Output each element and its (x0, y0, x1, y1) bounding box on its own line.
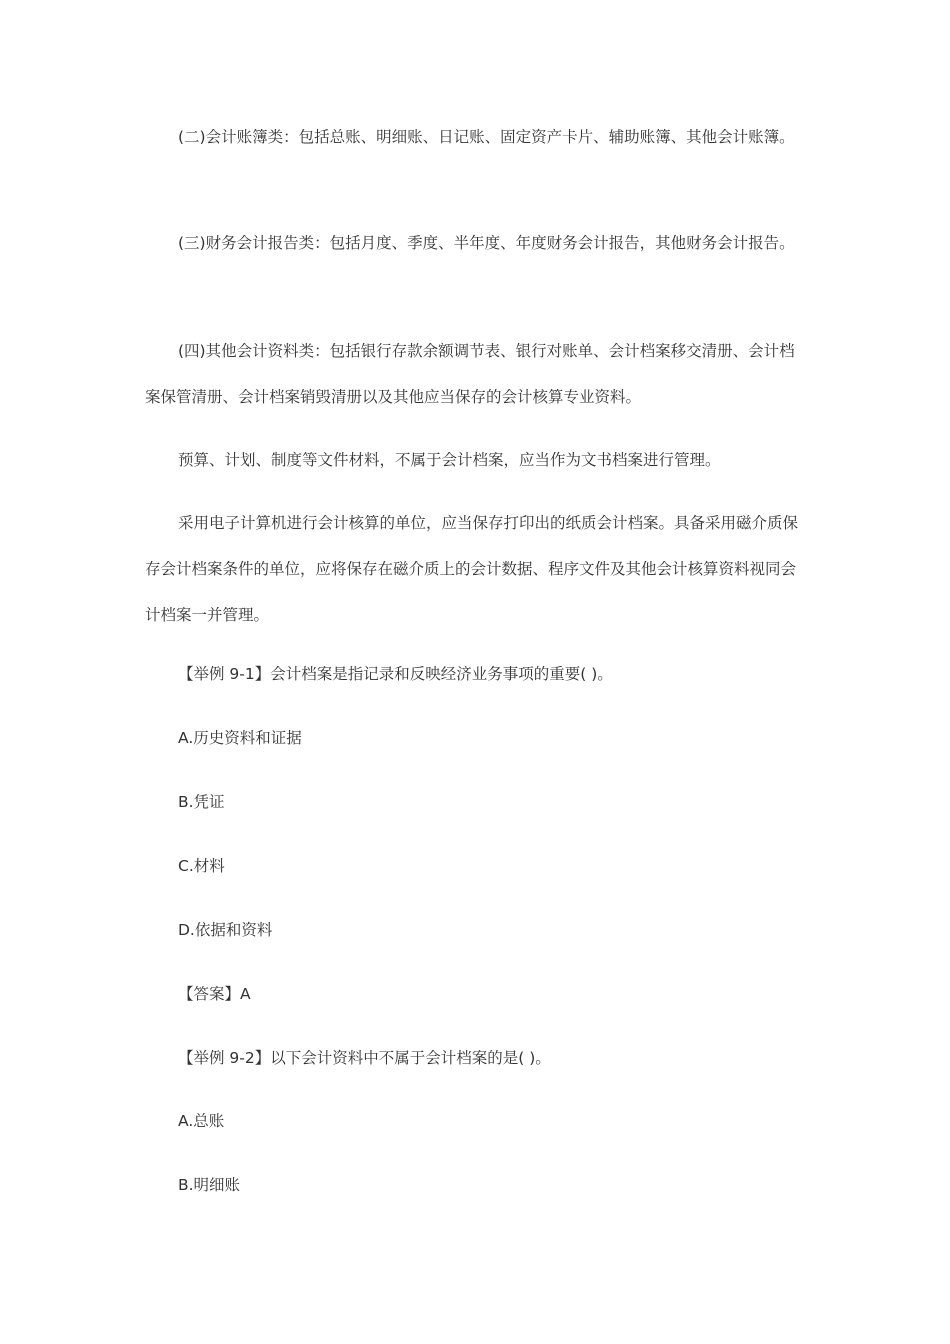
paragraph-electronic-archives: 采用电子计算机进行会计核算的单位，应当保存打印出的纸质会计档案。具备采用磁介质保存会计档案条件的单位，应将保存在磁介质上的会计数据、程序文件及其他会计核算资料视同会计档案一并管理。 (145, 514, 799, 624)
example-1-answer: 【答案】A (178, 985, 251, 1003)
example-2-option-a: A.总账 (178, 1112, 225, 1130)
example-1-option-d: D.依据和资料 (178, 921, 273, 939)
example-1-question: 【举例 9-1】会计档案是指记录和反映经济业务事项的重要( )。 (178, 665, 613, 683)
example-1-option-a: A.历史资料和证据 (178, 729, 302, 747)
example-2-question: 【举例 9-2】以下会计资料中不属于会计档案的是( )。 (178, 1049, 551, 1067)
paragraph-other-materials: (四)其他会计资料类：包括银行存款余额调节表、银行对账单、会计档案移交清册、会计档案保管清册、会计档案销毁清册以及其他应当保存的会计核算专业资料。 (145, 342, 795, 406)
paragraph-financial-reports: (三)财务会计报告类：包括月度、季度、半年度、年度财务会计报告，其他财务会计报告。 (178, 234, 795, 252)
example-2-option-b: B.明细账 (178, 1176, 241, 1194)
example-1-option-b: B.凭证 (178, 793, 225, 811)
paragraph-document-archives: 预算、计划、制度等文件材料，不属于会计档案，应当作为文书档案进行管理。 (178, 451, 721, 469)
example-1-option-c: C.材料 (178, 857, 225, 875)
paragraph-accounting-books: (二)会计账簿类：包括总账、明细账、日记账、固定资产卡片、辅助账簿、其他会计账簿。 (178, 128, 795, 146)
